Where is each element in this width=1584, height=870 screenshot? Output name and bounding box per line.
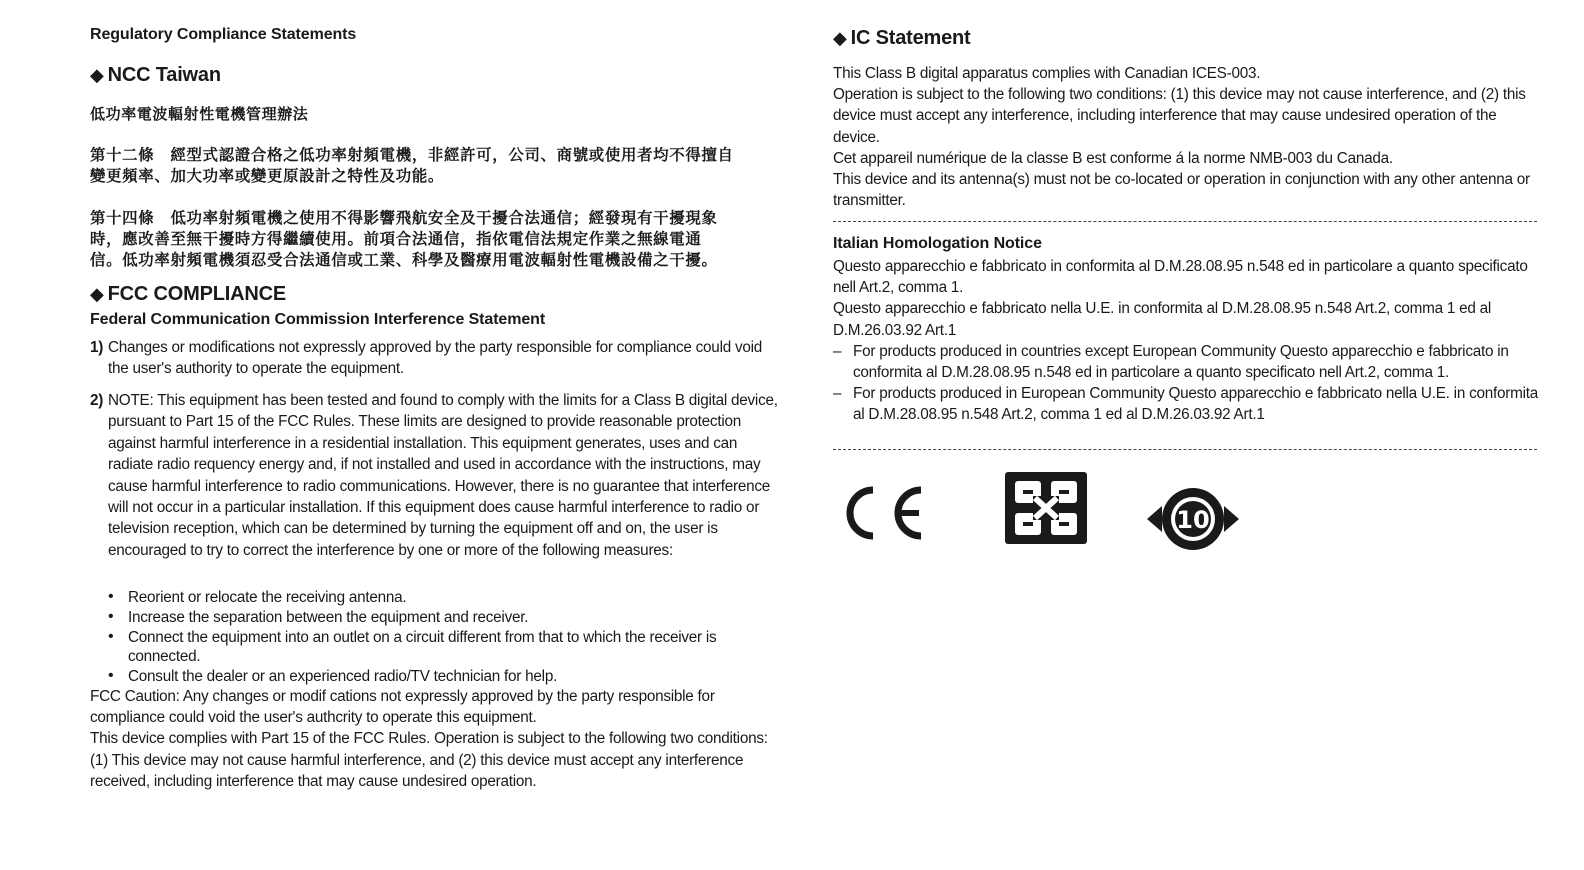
list-item: • Consult the dealer or an experienced radio/TV technician for help. (108, 667, 558, 686)
list-item: • Increase the separation between the equipment and receiver. (108, 607, 529, 626)
ncc-article-14: 第十四條 低功率射頻電機之使用不得影響飛航安全及干擾合法通信；經發現有干擾現象 時，應改善至無干擾時方得繼續使用。前項合法通信，指依電信法規定作業之無線電通 信。低功率射頻電機須忍受合法通信或工業、科學及醫療用電波輻射性電機設備之干擾。 (90, 209, 718, 269)
bullet-icon: • (108, 588, 114, 605)
fcc-subheading: Federal Communication Commission Interference Statement (90, 311, 546, 328)
bullet-icon: • (108, 667, 114, 685)
ncc-article-12: 第十二條 經型式認證合格之低功率射頻電機，非經許可，公司、商號或使用者均不得擅自 變更頻率、加大功率或變更原設計之特性及功能。 (90, 146, 734, 185)
list-item: • Connect the equipment into an outlet on a circuit different from that to which the receiver is connected. (108, 627, 717, 666)
list-item: – For products produced in European Community Questo apparecchio e fabbricato nella U.E. in conformita al D.M.28.08.95 n.548 Art.2, comma 1 ed al D.M.26.03.92 Art.1 (833, 385, 1538, 424)
italian-products-list (833, 341, 1539, 426)
item-number: 1) (90, 339, 104, 356)
efup-number: 10 (1176, 506, 1210, 534)
list-item: • Reorient or relocate the receiving antenna. (108, 588, 407, 606)
page-title: Regulatory Compliance Statements (90, 26, 357, 43)
fcc-part15-statement: This device complies with Part 15 of the FCC Rules. Operation is subject to the following two conditions: (1) This device may not cause harmful interference, and (2) this device must accept any interference received, including interference that may cause undesired operation. (90, 730, 768, 790)
ce-mark-icon (833, 484, 929, 542)
ic-statement-body: This Class B digital apparatus complies with Canadian ICES-003. Operation is subject to the following two conditions: (1) this device may not cause interference, and (2) this device must accept any interference, including interference that may cause undesired operation of the device. Cet appareil numérique de la classe B est conforme á la norme NMB-003 du Canada. This device and its antenna(s) must not be co-located or operation in conjunction with any other antenna or transmitter. (833, 65, 1530, 210)
dash-bullet-icon: – (833, 385, 842, 403)
list-item: – For products produced in countries except European Community Questo apparecchio e fabbricato in conformita al D.M.28.08.95 n.548 ed in particolare a quanto specificato nell Art.2, comma 1. (833, 342, 1509, 382)
divider (833, 221, 1537, 222)
fcc-caution: FCC Caution: Any changes or modif cations not expressly approved by the party responsible for compliance could void the user's authcrity to operate this equipment. (90, 688, 715, 727)
fcc-item-2 (90, 390, 780, 561)
item-text: Changes or modifications not expressly approved by the party responsible for compliance could void the user's authority to operate the equipment. (108, 339, 763, 378)
bullet-icon: • (108, 607, 114, 625)
bullet-icon: • (108, 627, 114, 645)
diamond-bullet-icon: ◆ (90, 65, 104, 85)
ic-heading: ◆ IC Statement (833, 27, 971, 49)
dash-bullet-icon: – (833, 342, 842, 360)
certification-logos (833, 470, 1539, 560)
diamond-bullet-icon: ◆ (833, 28, 847, 48)
fcc-measures-list (90, 588, 780, 687)
italian-notice-body: Questo apparecchio e fabbricato in conformita al D.M.28.08.95 n.548 ed in particolare a quanto specificato nell Art.2, comma 1. Questo apparecchio e fabbricato nella U.E. in conformita al D.M.28.08.95 n.548 Art.2, comma 1 ed al D.M.26.03.92 Art.1 – For products produced in countries except European Community Questo apparecchio e fabbricato in conformita al D.M.28.08.95 n.548 ed in particolare a quanto specificato nell Art.2, comma 1. – For products produced in European Community Questo apparecchio e fabbricato nella U.E. in conformita al D.M.28.08.95 n.548 Art.2, comma 1 ed al D.M.26.03.92 Art.1 (833, 256, 1539, 426)
item-number: 2) (90, 392, 104, 409)
italian-heading: Italian Homologation Notice (833, 235, 1042, 252)
efup-10-icon (1145, 484, 1241, 554)
ncc-heading: ◆ NCC Taiwan (90, 64, 221, 86)
fcc-heading: ◆ FCC COMPLIANCE (90, 283, 286, 305)
fcc-item-1 (90, 337, 780, 380)
item-text: NOTE: This equipment has been tested and found to comply with the limits for a Class B digital device, pursuant to Part 15 of the FCC Rules. These limits are designed to provide reasonable protection against harmful interference in a residential installation. This equipment generates, uses and can radiate radio requency energy and, if not installed and used in accordance with the instructions, may cause harmful interference to radio communications. However, there is no guarantee that interference will not occur in a particular installation. If this equipment does cause harmful interference to radio or television reception, which can be determined by turning the equipment off and on, the user is encouraged to try to correct the interference by one or more of the following measures: (108, 392, 778, 559)
ncc-subtitle: 低功率電波輻射性電機管理辦法 (90, 105, 309, 123)
diamond-bullet-icon: ◆ (90, 284, 104, 304)
divider (833, 449, 1537, 450)
recycle-mark-icon (1003, 470, 1089, 546)
fcc-closing-text (90, 686, 780, 792)
